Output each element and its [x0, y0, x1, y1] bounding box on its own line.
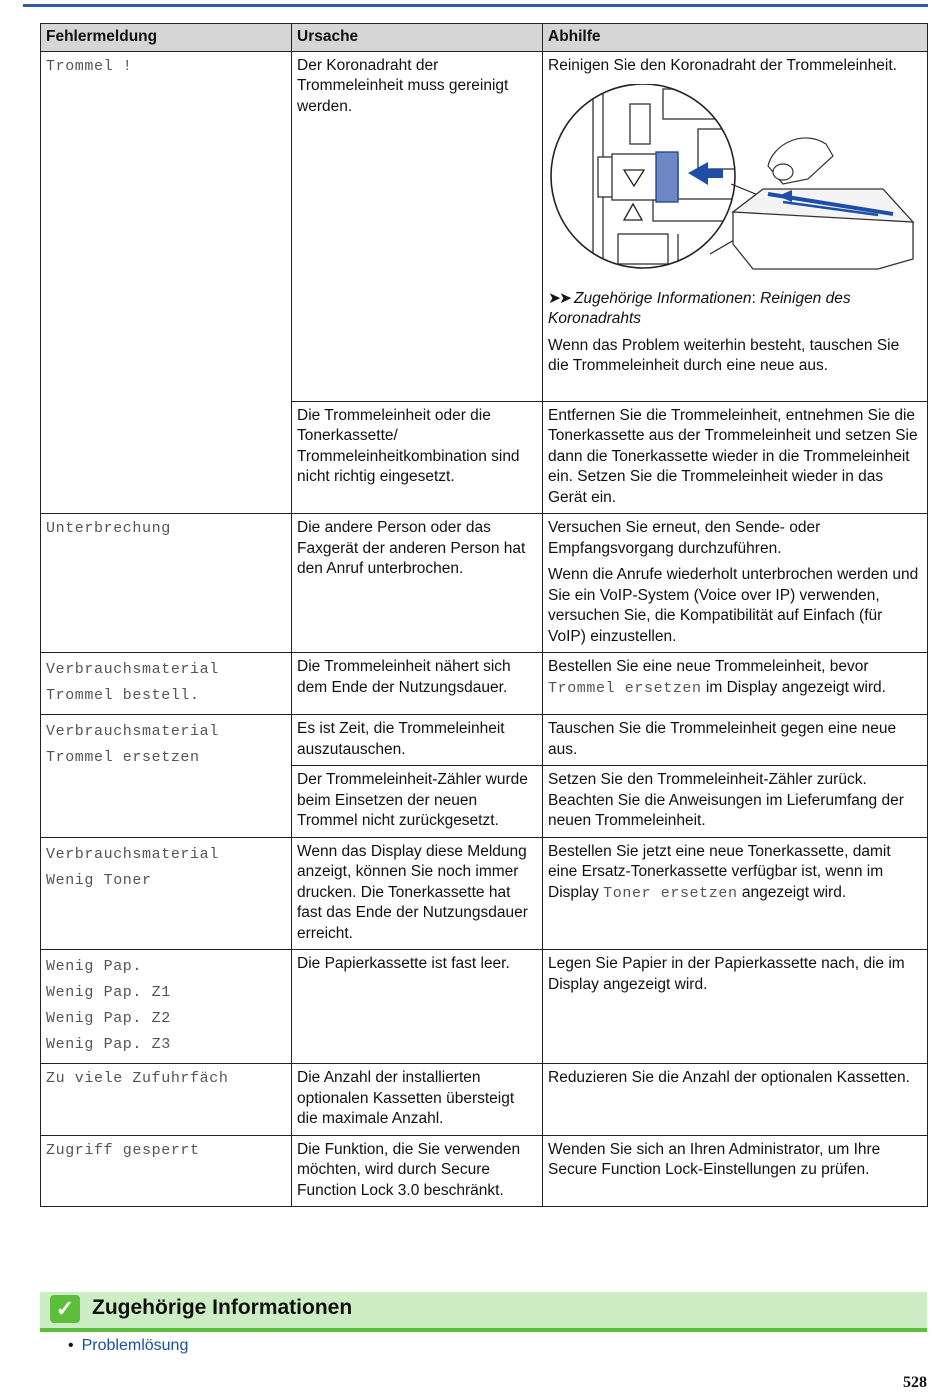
error-code: Trommel ersetzen: [46, 749, 200, 766]
column-header-fehlermeldung: Fehlermeldung: [41, 24, 292, 52]
remedy-text: Bestellen Sie eine neue Trommeleinheit, bevor: [548, 658, 869, 675]
cause-cell: Es ist Zeit, die Trommeleinheit auszutauschen.: [292, 715, 543, 766]
error-code-cell: [41, 837, 292, 950]
table-row: [41, 1135, 928, 1207]
remedy-cell: Entfernen Sie die Trommeleinheit, entnehmen Sie die Tonerkassette aus der Trommeleinheit und setzen Sie dann die Tonerkassette wieder in die Trommeleinheit ein. Setzen Sie die Trommeleinheit wieder in das Gerät ein.: [543, 401, 928, 514]
remedy-cell: [543, 653, 928, 715]
related-info-link[interactable]: [548, 289, 921, 330]
related-link-item[interactable]: [68, 1337, 188, 1355]
cause-cell: Die Funktion, die Sie verwenden möchten, wird durch Secure Function Lock 3.0 beschränkt.: [292, 1135, 543, 1207]
error-code: Zugriff gesperrt: [46, 1141, 200, 1159]
remedy-cell: [543, 837, 928, 950]
remedy-cell: [543, 51, 928, 401]
error-table: [40, 23, 928, 1207]
checkmark-icon: ✓: [50, 1295, 80, 1323]
table-header-row: [41, 24, 928, 52]
corona-wire-cleaning-icon: [548, 84, 918, 274]
cause-cell: Die Trommeleinheit oder die Tonerkassette/ Trommeleinheitkombination sind nicht richtig eingesetzt.: [292, 401, 543, 514]
table-row: [41, 1064, 928, 1136]
error-code-cell: [41, 1064, 292, 1136]
cause-cell: Die Anzahl der installierten optionalen Kassetten übersteigt die maximale Anzahl.: [292, 1064, 543, 1136]
display-message: Toner ersetzen: [603, 884, 738, 902]
problemloesung-link[interactable]: Problemlösung: [81, 1337, 189, 1354]
related-info-label: Zugehörige Informationen: [573, 289, 752, 307]
error-code: Wenig Pap. Z3: [46, 1036, 171, 1053]
display-message: Trommel ersetzen: [548, 679, 702, 697]
remedy-cell: [543, 514, 928, 653]
table-row: [41, 950, 928, 1064]
error-code: Wenig Pap.: [46, 958, 143, 975]
table-row: [41, 653, 928, 715]
error-code: Zu viele Zufuhrfäch: [46, 1070, 229, 1087]
related-info-title: Zugehörige Informationen: [92, 1296, 353, 1319]
error-code: Wenig Pap. Z1: [46, 984, 171, 1001]
error-code: Unterbrechung: [46, 520, 171, 537]
remedy-cell: Tauschen Sie die Trommeleinheit gegen eine neue aus.: [543, 715, 928, 766]
arrow-left-icon: [688, 162, 723, 185]
cause-cell: Die Trommeleinheit nähert sich dem Ende der Nutzungsdauer.: [292, 653, 543, 715]
error-code: Wenig Toner: [46, 871, 152, 889]
table-row: [41, 514, 928, 653]
remedy-cell: Setzen Sie den Trommeleinheit-Zähler zurück. Beachten Sie die Anweisungen im Lieferumfang der neuen Trommeleinheit.: [543, 766, 928, 838]
remedy-text: Versuchen Sie erneut, den Sende- oder Empfangsvorgang durchzuführen.: [548, 519, 821, 557]
page-number: 528: [903, 1374, 927, 1391]
remedy-text: angezeigt wird.: [737, 883, 847, 901]
bullet-icon: •: [68, 1337, 74, 1354]
top-rule: [23, 4, 928, 7]
remedy-text: Wenn das Problem weiterhin besteht, tauschen Sie die Trommeleinheit durch eine neue aus.: [548, 336, 900, 374]
error-code: Trommel !: [46, 57, 133, 75]
related-info-target: Reinigen des Koronadrahts: [548, 289, 851, 327]
remedy-text: Wenn die Anrufe wiederholt unterbrochen werden und Sie ein VoIP-System (Voice over IP) verwenden, versuchen Sie, die Kompatibilität auf Einfach (für VoIP) einzustellen.: [548, 566, 919, 645]
column-header-abhilfe: Abhilfe: [543, 24, 928, 52]
column-header-ursache: Ursache: [292, 24, 543, 52]
error-code: Verbrauchsmaterial: [46, 661, 219, 678]
error-code: Trommel bestell.: [46, 687, 200, 704]
remedy-text: Reinigen Sie den Koronadraht der Trommeleinheit.: [548, 56, 897, 74]
cause-cell: Die andere Person oder das Faxgerät der anderen Person hat den Anruf unterbrochen.: [292, 514, 543, 653]
cause-cell: Der Trommeleinheit-Zähler wurde beim Einsetzen der neuen Trommel nicht zurückgesetzt.: [292, 766, 543, 838]
error-code-cell: [41, 715, 292, 838]
error-code: Wenig Pap. Z2: [46, 1010, 171, 1027]
cause-cell: Der Koronadraht der Trommeleinheit muss gereinigt werden.: [292, 51, 543, 401]
cause-cell: Wenn das Display diese Meldung anzeigt, können Sie noch immer drucken. Die Tonerkassette hat fast das Ende der Nutzungsdauer erreicht.: [292, 837, 543, 950]
table-row: [41, 837, 928, 950]
table-row: [41, 715, 928, 766]
remedy-cell: Reduzieren Sie die Anzahl der optionalen Kassetten.: [543, 1064, 928, 1136]
remedy-cell: Legen Sie Papier in der Papierkassette nach, die im Display angezeigt wird.: [543, 950, 928, 1064]
remedy-text: Bestellen Sie jetzt eine neue Tonerkassette, damit eine Ersatz-Tonerkassette verfügbar ist, wenn im Display: [548, 842, 891, 901]
related-info-separator: :: [751, 289, 761, 307]
error-code-cell: [41, 1135, 292, 1207]
table-row: [41, 51, 928, 401]
remedy-text: im Display angezeigt wird.: [701, 678, 886, 696]
cause-cell: Die Papierkassette ist fast leer.: [292, 950, 543, 1064]
related-info-banner: [40, 1292, 927, 1332]
error-code: Verbrauchsmaterial: [46, 723, 219, 740]
double-arrow-icon: ➤➤: [548, 289, 570, 307]
error-code-cell: [41, 514, 292, 653]
error-code-cell: [41, 653, 292, 715]
error-code: Verbrauchsmaterial: [46, 845, 219, 863]
remedy-cell: Wenden Sie sich an Ihren Administrator, um Ihre Secure Function Lock-Einstellungen zu prüfen.: [543, 1135, 928, 1207]
error-code-cell: [41, 51, 292, 514]
corona-wire-illustration: [548, 84, 921, 281]
error-code-cell: [41, 950, 292, 1064]
